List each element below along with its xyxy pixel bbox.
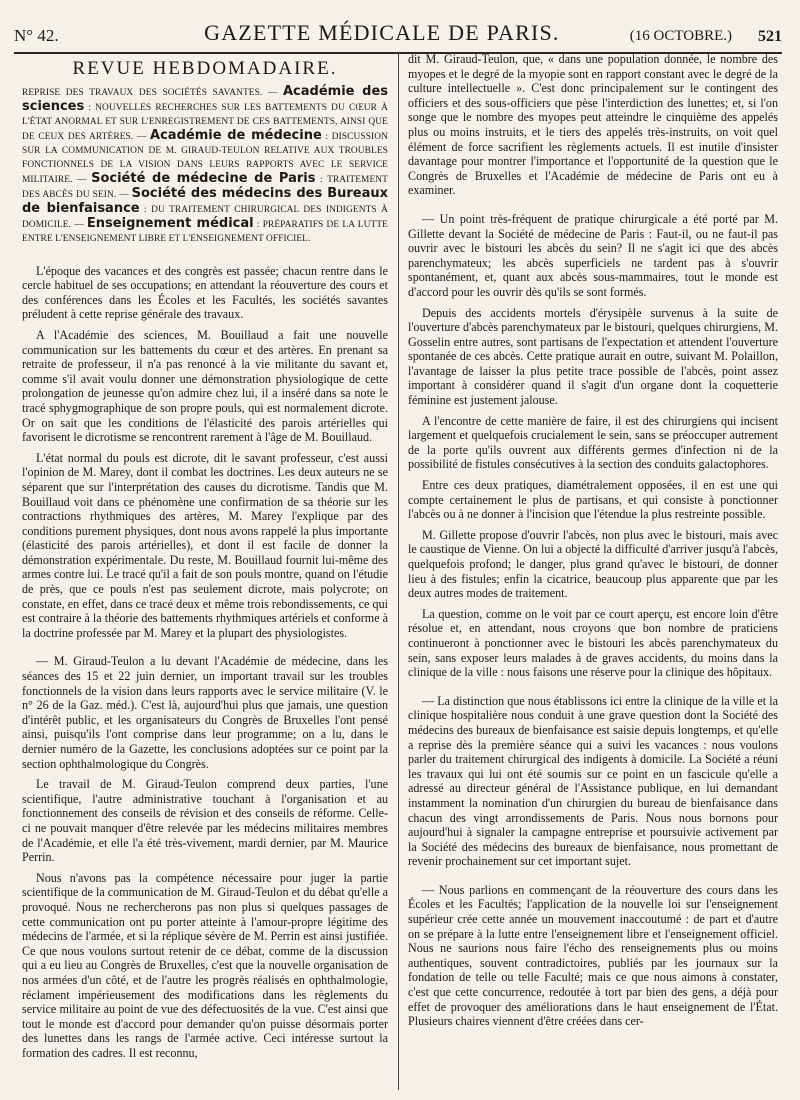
paragraph: Entre ces deux pratiques, diamétralement opposées, il en est une qui compte certainement le plus de partisans, et qui consiste à ponctionner l'abcès ou à ne donner à l'incision que l'étendue la plus restreinte possible. xyxy=(408,478,778,522)
journal-title: GAZETTE MÉDICALE DE PARIS. xyxy=(204,20,560,45)
issue-date: (16 OCTOBRE.) xyxy=(629,28,732,44)
paragraph: A l'Académie des sciences, M. Bouillaud a fait une nouvelle communication sur les battements du cœur et des artères. En prenant sa retraite de professeur, il n'a pas renoncé à la vie militante du savant et, comme s'il avait voulu donner une démonstration physiologique de cette prolongation de jeunesse qu'on admire chez lui, il a inséré dans sa note le tracé sphygmographique de son propre pouls, qui est normalement dicrote. Or on sait que les conditions de l'élasticité des parois artérielles qui favorisent le dicrotisme se rencontrent rarement à l'âge de M. Bouillaud. xyxy=(22,327,388,445)
section-title: REVUE HEBDOMADAIRE. xyxy=(72,58,338,79)
summary-heading: Société de médecine de Paris xyxy=(91,170,316,186)
paragraph: La question, comme on le voit par ce court aperçu, est encore loin d'être résolue et, en attendant, nous croyons que bon nombre de praticiens continueront à ponctionner avec le bistouri les abcès parenchymateux du sein, sans exposer leurs malades à de graves accidents, du moins dans la clinique de la ville : nous faisons une réserve pour la clinique des hôpitaux. xyxy=(408,606,778,680)
paragraph: — Un point très-fréquent de pratique chirurgicale a été porté par M. Gillette devant la Société de médecine de Paris : Faut-il, ou ne faut-il pas ouvrir avec le bistouri les abcès du sein? Il ne s'agit ici que des abcès parenchymateux; les abcès superficiels ne tardent pas à s'ouvrir spontanément, et, quant aux abcès sous-mammaires, tout le monde est d'accord pour les ouvrir dès qu'ils se sont formés. xyxy=(408,211,778,299)
paragraph: L'état normal du pouls est dicrote, dit le savant professeur, c'est aussi l'opinion de M. Marey, dont il combat les doctrines. Les deux auteurs ne se séparent que sur l'interprétation des causes du dicrotisme. Tandis que M. Bouillaud voit dans ce phénomène une confirmation de sa théorie sur les contractions rhythmiques des artères, M. Marey l'explique par des conditions purement physiques, dont nous avons rappelé la plus importante (élasticité des parois artérielles), et dont il est facile de donner la démonstration expérimentale. Du reste, M. Bouillaud fournit lui-même des armes contre lui. Le tracé qu'il a fait de son pouls montre, quand on l'étudie de près, que ce pouls n'est pas seulement dicrote, mais polycrote; on constate, en effet, dans ce tracé deux et même trois rebondissements, ce qui est contraire à la théorie des battements rhythmiques artériels et conforme à la doctrine professée par M. Marey et la plupart des physiologistes. xyxy=(22,450,388,640)
paragraph: — Nous parlions en commençant de la réouverture des cours dans les Écoles et les Facultés; l'application de la nouvelle loi sur l'enseignement supérieur crée cette année un mouvement inaccoutumé : de part et d'autre on se prépare à la lutte entre l'enseignement libre et l'enseignement officiel. Nous ne saurions nous faire l'écho des renseignements plus ou moins authentiques, souvent contradictoires, publiés par les journaux sur la fondation de telle ou telle Faculté; mais ce que nous aimons à constater, c'est que cette concurrence, redoutée à tort par bien des gens, a déjà pour effet de provoquer des améliorations dans le haut enseignement de l'État. Plusieurs chaires viennent d'être créées dans cer- xyxy=(408,882,778,1029)
summary-text: : DU TRAITEMENT CHIRURGICAL DES INDIGENTS À DOMICILE. — xyxy=(22,204,388,230)
paragraph: Depuis des accidents mortels d'érysipèle survenus à la suite de l'ouverture d'abcès parenchymateux par le bistouri, quelques chirurgiens, M. Gosselin entre autres, sont partisans de l'expectation et attendent l'ouverture spontanée de ces abcès. Cette pratique aurait en outre, suivant M. Polaillon, l'avantage de laisser la plus petite trace possible de l'abcès, point assez important à considérer quand il s'agit d'un organe dont la coquetterie féminine est justement jalouse. xyxy=(408,305,778,408)
paragraph: — La distinction que nous établissons ici entre la clinique de la ville et la clinique hospitalière nous conduit à une grave question dont la Société des médecins des bureaux de bienfaisance est saisie depuis longtemps, et qu'elle a reprise dès la première séance qui a suivi les vacances : nous voulons parler du traitement chirurgical des indigents à domicile. La Société a réuni les travaux qui lui ont été soumis sur ce point en un fascicule qu'elle a adressé au directeur général de l'Assistance publique, en lui demandant instamment la nomination d'un chirurgien du bureau de bienfaisance dans chacun des vingt arrondissements de Paris. Nous nous bornons pour aujourd'hui à signaler la campagne entreprise et poursuivie activement par la Société des médecins des bureaux de bienfaisance, nous promettant de revenir prochainement sur cet important sujet. xyxy=(408,693,778,869)
weekly-summary xyxy=(22,85,388,246)
paragraph: — M. Giraud-Teulon a lu devant l'Académie de médecine, dans les séances des 15 et 22 juin dernier, un important travail sur les troubles fonctionnels de la vision dans leurs rapports avec le service militaire (V. le n° 26 de la Gaz. méd.). C'est là, aujourd'hui plus que jamais, une question d'intérêt public, et les organisateurs du Congrès de Bruxelles l'ont pensé ainsi, puisqu'ils l'ont comprise dans leur programme; on a lu, dans le dernier numéro de la Gazette, les conclusions adoptées sur ce point par la section ophthalmologique du Congrès. xyxy=(22,654,388,771)
column-divider xyxy=(398,52,399,1090)
summary-heading: Société des médecins des Bureaux de bienfaisance xyxy=(22,185,388,216)
right-column xyxy=(408,52,778,1094)
page-number: 521 xyxy=(758,28,782,45)
paragraph: A l'encontre de cette manière de faire, il est des chirurgiens qui incisent largement et quelquefois crucialement le sein, sans se préoccuper autrement de la porte qu'ils ouvrent aux différents germes d'infection ni de la possibilité de fistules consécutives à la section des conduits galactophores. xyxy=(408,413,778,472)
page-header xyxy=(14,10,782,54)
left-column xyxy=(22,52,388,1094)
summary-heading: Académie des sciences xyxy=(22,83,388,114)
summary-text: : DISCUSSION SUR LA COMMUNICATION DE M. GIRAUD-TEULON RELATIVE AUX TROUBLES FONCTIONNELS DE LA VISION DANS LEURS RAPPORTS AVEC LE SERVICE MILITAIRE. — xyxy=(22,131,388,185)
right-article-body xyxy=(408,52,778,1029)
summary-heading: Enseignement médical xyxy=(86,215,254,231)
paragraph: L'époque des vacances et des congrès est passée; chacun rentre dans le cercle habituel de ses occupations; en attendant la réouverture des cours et des conférences dans les Écoles et les Facultés, les sociétés savantes préludent à cette reprise générale des travaux. xyxy=(22,263,388,322)
summary-text: : TRAITEMENT DES ABCÈS DU SEIN. — xyxy=(22,174,388,200)
paragraph: dit M. Giraud-Teulon, que, « dans une population donnée, le nombre des myopes et le degré de la myopie sont en rapport constant avec le degré de la culture intellectuelle ». C'est donc principalement sur le contingent des officiers et des sous-officiers que pèse l'interdiction des lunettes; et, si l'on songe que le nombre des myopes peut atteindre le cinquième des appelés plus ou moins instruits, et le tiers des appelés très-instruits, on voit quel élément de force sacrifient les règlements actuels. Il est inutile d'insister davantage pour montrer l'importance et l'opportunité de la question que le Congrès de Bruxelles et l'Académie de médecine de Paris ont eu à examiner. xyxy=(408,52,778,198)
paragraph: Nous n'avons pas la compétence nécessaire pour juger la partie scientifique de la communication de M. Giraud-Teulon et du débat qu'elle a provoqué. Nous ne rechercherons pas non plus si quelques passages de cette communication ont pu porter atteinte à l'amour-propre légitime des médecins de l'armée, et si la réplique sévère de M. Perrin est ainsi justifiée. Ce que nous voulons surtout retenir de ce débat, comme de la discussion qui a eu lieu au Congrès de Bruxelles, c'est que la nouvelle organisation de nos armées d'un côté, et de l'autre les progrès réalisés en ophthalmologie, réclament impérieusement des modifications dans les règlements du service militaire au point de vue des défectuosités de la vue. C'est ainsi que tout le monde est d'accord pour demander qu'on puisse désormais porter des lunettes dans les rangs de l'armée active. Ceci intéresse surtout la formation des cadres. Il est reconnu, xyxy=(22,870,388,1060)
summary-text: : PRÉPARATIFS DE LA LUTTE ENTRE L'ENSEIGNEMENT LIBRE ET L'ENSEIGNEMENT OFFICIEL. xyxy=(22,219,388,244)
issue-number: N° 42. xyxy=(14,26,59,45)
summary-text: : NOUVELLES RECHERCHES SUR LES BATTEMENTS DU CŒUR À L'ÉTAT ANORMAL ET SUR L'ENREGISTREMENT DE CES BATTEMENTS, AINSI QUE DE CEUX DES ARTÈRES. — xyxy=(22,102,388,142)
paragraph: Le travail de M. Giraud-Teulon comprend deux parties, l'une scientifique, l'autre administrative touchant à l'organisation et au fonctionnement des conseils de révision et des conseils de réforme. Celle-ci ne pouvait manquer d'être relevée par les médecins militaires membres de l'Académie, et elle l'a été très-vivement, mardi dernier, par M. Maurice Perrin. xyxy=(22,777,388,865)
summary-heading: Académie de médecine xyxy=(150,127,322,143)
left-article-body xyxy=(22,264,388,1061)
summary-text: REPRISE DES TRAVAUX DES SOCIÉTÉS SAVANTES. — xyxy=(22,87,283,98)
paragraph: M. Gillette propose d'ouvrir l'abcès, non plus avec le bistouri, mais avec le caustique de Vienne. On lui a objecté la difficulté d'arriver jusqu'à l'abcès, quelquefois profond; le danger, plus grand qu'avec le bistouri, de donner lieu à des fistules; enfin la cicatrice, beaucoup plus apparente que par les deux autres modes de traitement. xyxy=(408,527,778,601)
